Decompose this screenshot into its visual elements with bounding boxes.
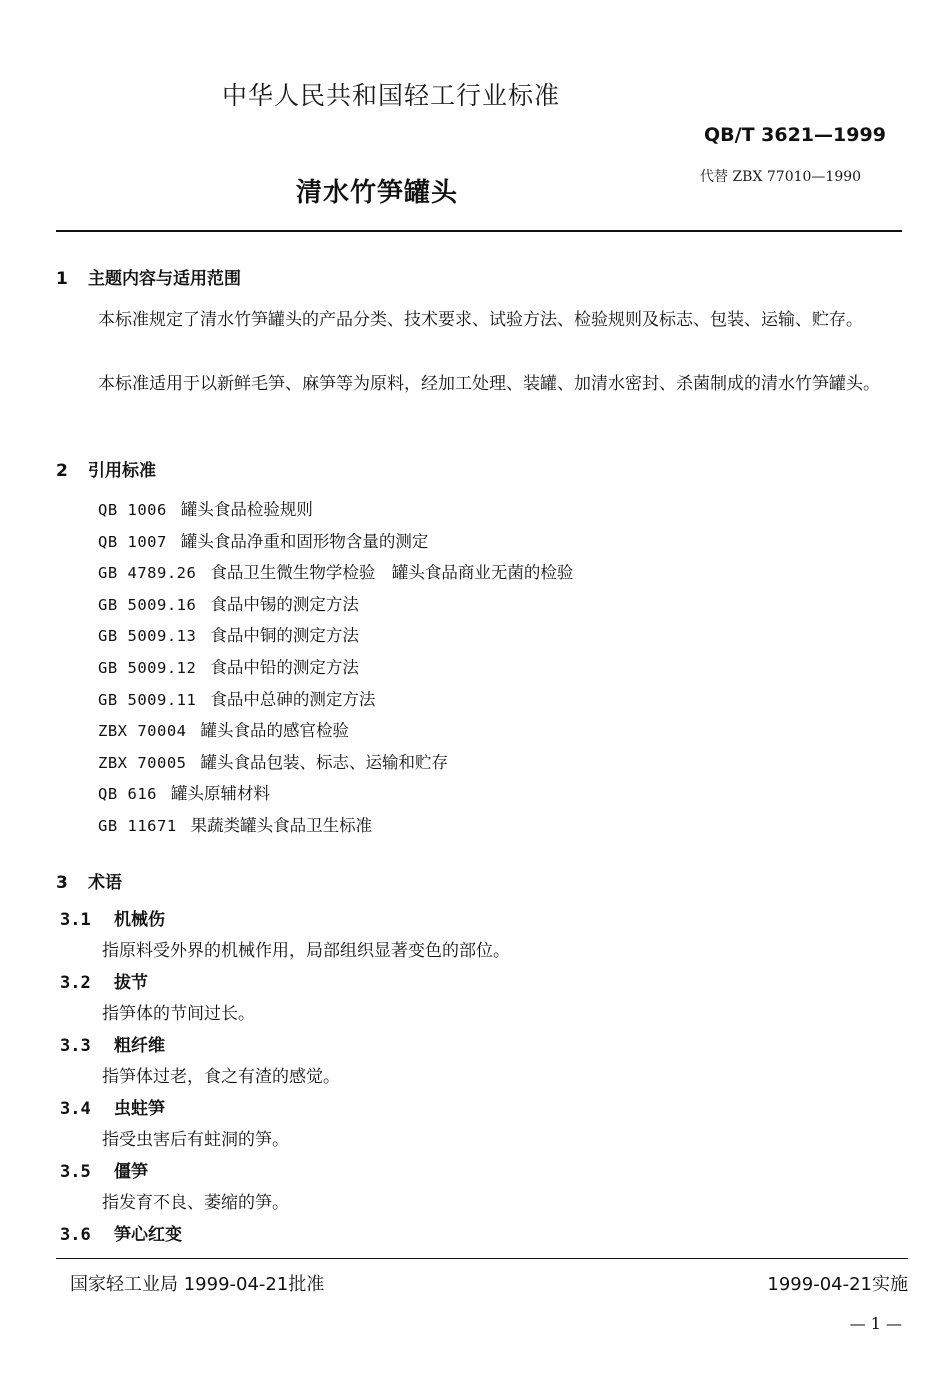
reference-item [98, 652, 573, 684]
reference-code: GB 11671 [98, 816, 177, 835]
reference-title: 食品中锡的测定方法 [210, 594, 359, 614]
reference-item [98, 620, 573, 652]
page-number: — 1 — [849, 1314, 902, 1333]
term-entry [60, 967, 255, 1029]
term-heading [60, 1030, 340, 1062]
term-name: 僵笋 [114, 1162, 148, 1182]
term-definition: 指原料受外界的机械作用，局部组织显著变色的部位。 [102, 941, 510, 961]
reference-item [98, 557, 573, 589]
term-heading [60, 1093, 289, 1125]
term-number: 3.6 [60, 1225, 91, 1245]
reference-title: 食品中总砷的测定方法 [210, 689, 376, 709]
term-entry [60, 1030, 340, 1092]
term-heading [60, 904, 510, 936]
document-title: 清水竹笋罐头 [296, 178, 459, 208]
reference-title: 罐头食品净重和固形物含量的测定 [180, 531, 429, 551]
term-name: 虫蛀笋 [114, 1099, 165, 1119]
term-number: 3.1 [60, 910, 91, 930]
term-number: 3.4 [60, 1099, 91, 1119]
reference-code: QB 1007 [98, 532, 167, 551]
reference-item [98, 715, 573, 747]
section-1-paragraph-2: 本标准适用于以新鲜毛笋、麻笋等为原料，经加工处理、装罐、加清水密封、杀菌制成的清水竹笋罐头。 [98, 374, 880, 394]
approval-statement: 国家轻工业局 1999-04-21批准 [70, 1274, 325, 1295]
reference-item [98, 589, 573, 621]
section-number: 2 [56, 461, 68, 481]
reference-title: 食品中铅的测定方法 [210, 657, 359, 677]
term-number: 3.3 [60, 1036, 91, 1056]
section-2-heading [56, 456, 156, 481]
term-definition: 指笋体过老，食之有渣的感觉。 [102, 1067, 340, 1087]
term-number: 3.2 [60, 973, 91, 993]
term-entry [60, 1156, 289, 1218]
reference-title: 罐头原辅材料 [171, 784, 270, 804]
reference-item [98, 810, 573, 842]
replaces-standard: 代替 ZBX 77010—1990 [700, 169, 862, 185]
reference-item [98, 684, 573, 716]
reference-code: GB 5009.11 [98, 690, 197, 709]
reference-code: ZBX 70004 [98, 722, 187, 741]
reference-code: GB 5009.12 [98, 658, 197, 677]
reference-title: 食品卫生微生物学检验 罐头食品商业无菌的检验 [210, 563, 574, 583]
term-name: 机械伤 [114, 910, 165, 930]
reference-item [98, 778, 573, 810]
section-1-heading [56, 264, 241, 289]
reference-title: 罐头食品检验规则 [180, 500, 313, 519]
reference-code: GB 5009.13 [98, 627, 197, 646]
section-title: 术语 [88, 873, 122, 893]
section-1-paragraph-1: 本标准规定了清水竹笋罐头的产品分类、技术要求、试验方法、检验规则及标志、包装、运输、贮存。 [98, 310, 863, 330]
footer-divider [56, 1258, 908, 1259]
term-heading [60, 1156, 289, 1188]
term-name: 笋心红变 [114, 1225, 182, 1245]
term-definition: 指笋体的节间过长。 [102, 1004, 255, 1024]
reference-title: 罐头食品包装、标志、运输和贮存 [200, 752, 448, 772]
term-heading [60, 1219, 182, 1251]
term-definition: 指发育不良、萎缩的笋。 [102, 1193, 289, 1213]
section-3-heading [56, 868, 122, 893]
header-divider [56, 230, 902, 232]
term-heading [60, 967, 255, 999]
standard-organization: 中华人民共和国轻工行业标准 [222, 81, 561, 110]
reference-item [98, 747, 573, 779]
reference-code: QB 616 [98, 785, 157, 804]
term-number: 3.5 [60, 1162, 91, 1182]
reference-code: GB 5009.16 [98, 595, 197, 614]
reference-code: QB 1006 [98, 501, 167, 519]
reference-code: ZBX 70005 [98, 753, 187, 772]
section-title: 主题内容与适用范围 [88, 269, 241, 289]
section-number: 3 [56, 873, 68, 893]
reference-title: 食品中铜的测定方法 [210, 626, 359, 646]
reference-item [98, 494, 573, 526]
term-definition: 指受虫害后有蛀洞的笋。 [102, 1130, 289, 1150]
term-name: 粗纤维 [114, 1036, 165, 1056]
term-entry [60, 1219, 182, 1251]
implementation-date: 1999-04-21实施 [767, 1274, 908, 1295]
reference-title: 果蔬类罐头食品卫生标准 [190, 815, 373, 835]
reference-item [98, 526, 573, 558]
reference-code: GB 4789.26 [98, 564, 197, 583]
term-entry [60, 1093, 289, 1155]
reference-list [98, 494, 573, 842]
term-entry [60, 904, 510, 966]
reference-title: 罐头食品的感官检验 [200, 721, 349, 741]
term-name: 拔节 [114, 973, 148, 993]
section-title: 引用标准 [88, 461, 156, 481]
section-number: 1 [56, 269, 68, 289]
standard-code: QB/T 3621—1999 [704, 124, 886, 146]
